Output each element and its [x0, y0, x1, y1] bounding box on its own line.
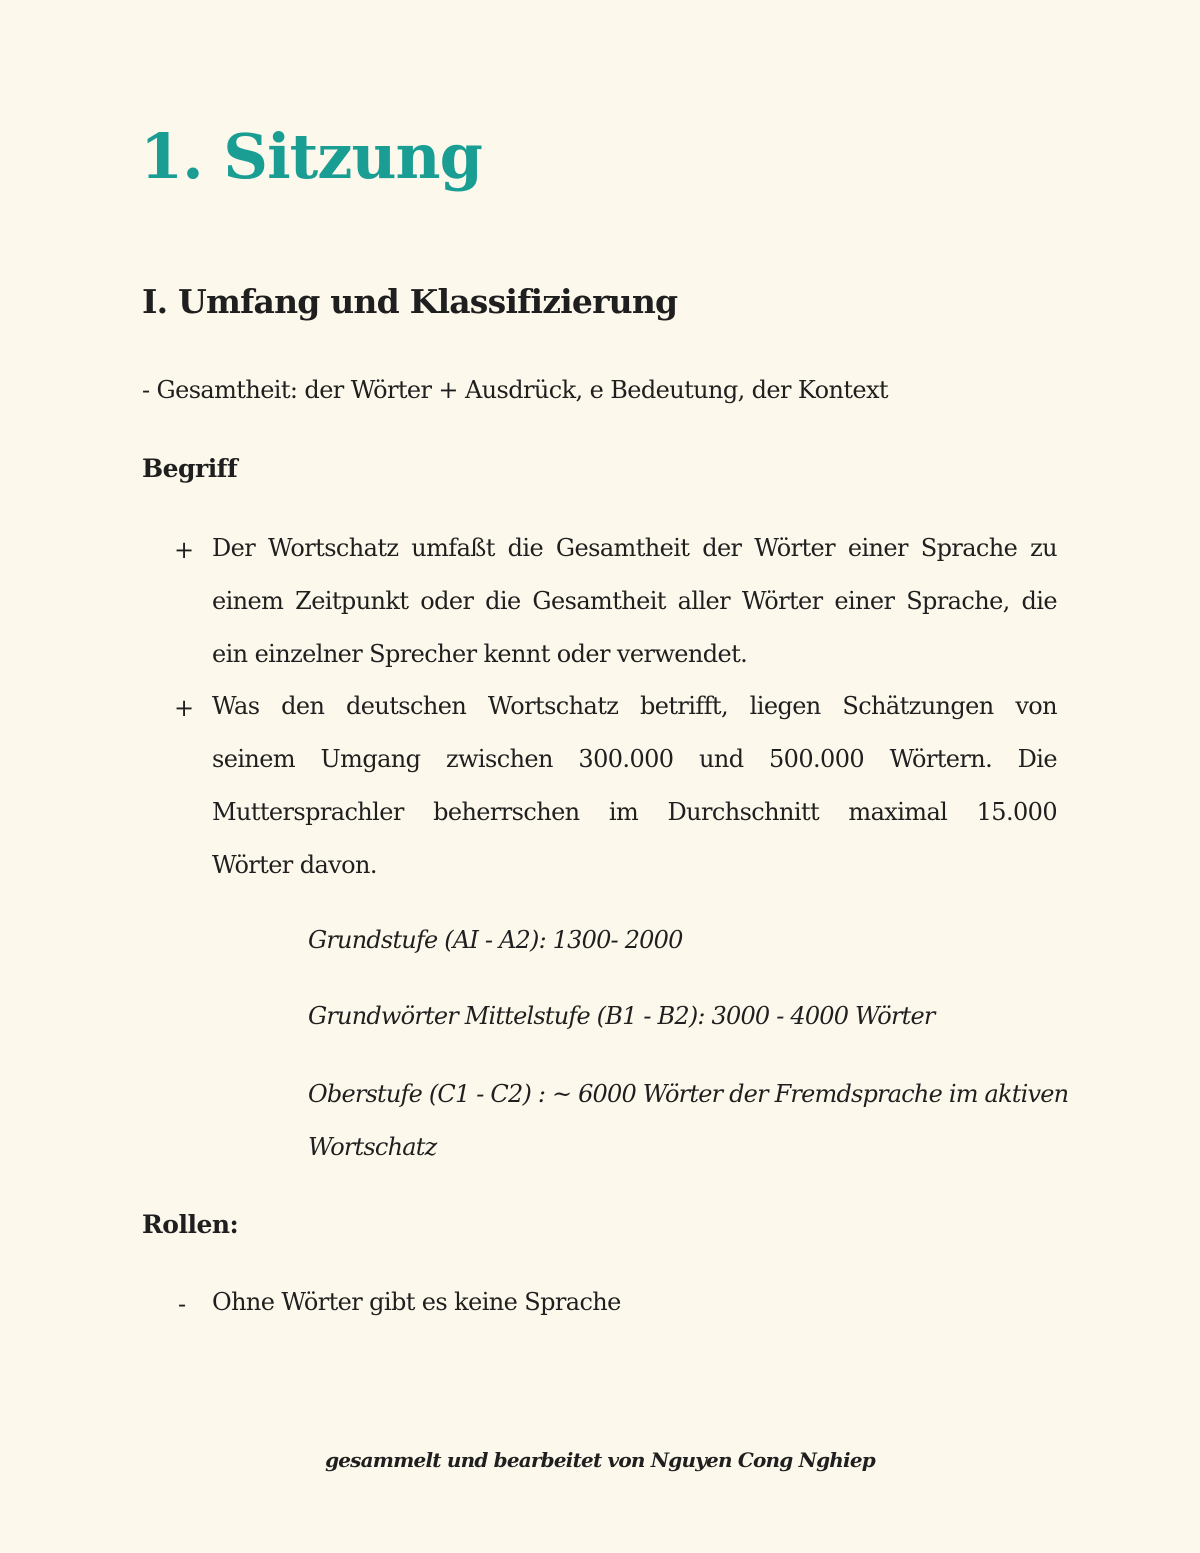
footer-credit: gesammelt und bearbeitet von Nguyen Cong Nghiep — [325, 1448, 875, 1472]
text-line: Muttersprachler beherrschen im Durchschnitt maximal 15.000 — [212, 798, 1057, 826]
bullet-plus: + — [174, 536, 195, 564]
bullet-plus: + — [174, 694, 195, 722]
text-line: seinem Umgang zwischen 300.000 und 500.000 Wörtern. Die — [212, 745, 1057, 773]
text-line: einem Zeitpunkt oder die Gesamtheit aller Wörter einer Sprache, die — [212, 587, 1057, 615]
page-title: 1. Sitzung — [140, 120, 482, 193]
intro-line: - Gesamtheit: der Wörter + Ausdrück, e Bedeutung, der Kontext — [142, 376, 888, 404]
begriff-item-1 — [212, 522, 1057, 681]
level-oberstufe — [308, 1068, 1069, 1174]
text-line: Oberstufe (C1 - C2) : ~ 6000 Wörter der Fremdsprache im aktiven — [308, 1080, 1069, 1108]
text-line: Wörter davon. — [212, 851, 377, 879]
rollen-item-1: Ohne Wörter gibt es keine Sprache — [212, 1288, 621, 1316]
text-line: Wortschatz — [308, 1133, 437, 1161]
rollen-heading: Rollen: — [142, 1210, 239, 1239]
text-line: Was den deutschen Wortschatz betrifft, liegen Schätzungen von — [212, 692, 1057, 720]
begriff-item-2 — [212, 680, 1057, 892]
level-grundstufe: Grundstufe (AI - A2): 1300- 2000 — [308, 926, 683, 954]
text-line: Der Wortschatz umfaßt die Gesamtheit der Wörter einer Sprache zu — [212, 534, 1057, 562]
bullet-dash: - — [177, 1290, 187, 1318]
section-heading: I. Umfang und Klassifizierung — [142, 282, 678, 321]
begriff-heading: Begriff — [142, 454, 238, 483]
text-line: ein einzelner Sprecher kennt oder verwendet. — [212, 640, 748, 668]
level-mittelstufe: Grundwörter Mittelstufe (B1 - B2): 3000 - 4000 Wörter — [308, 1002, 935, 1030]
